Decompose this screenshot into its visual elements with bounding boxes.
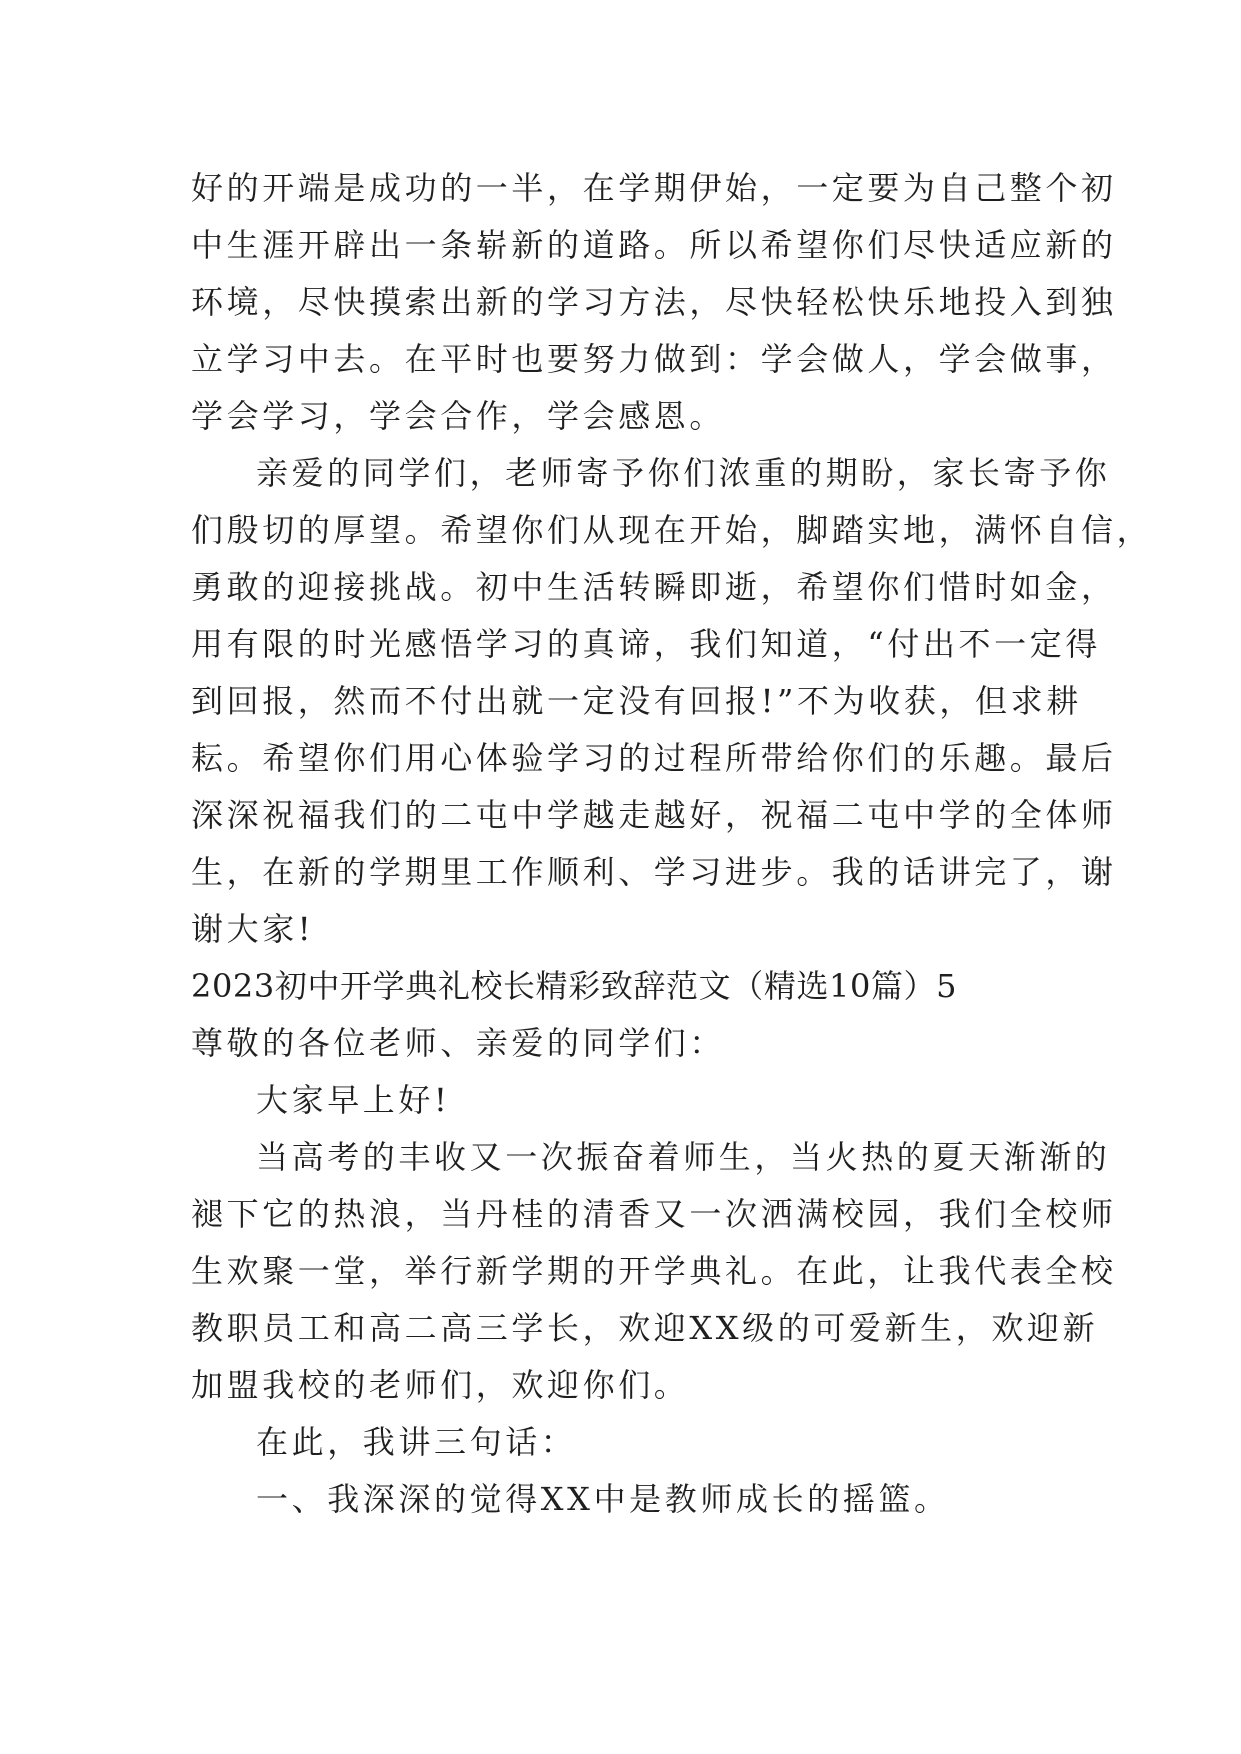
paragraph-line: 生，在新的学期里工作顺利、学习进步。我的话讲完了，谢	[191, 853, 1117, 891]
greeting: 大家早上好!	[256, 1081, 451, 1119]
paragraph-line: 在此，我讲三句话：	[256, 1423, 577, 1461]
paragraph-line: 好的开端是成功的一半，在学期伊始，一定要为自己整个初	[191, 169, 1117, 207]
paragraph-line: 用有限的时光感悟学习的真谛，我们知道，“付出不一定得	[191, 625, 1101, 663]
paragraph-line: 立学习中去。在平时也要努力做到：学会做人，学会做事，	[191, 340, 1117, 378]
paragraph-line: 到回报，然而不付出就一定没有回报!”不为收获，但求耕	[191, 682, 1082, 720]
paragraph-line: 教职员工和高二高三学长，欢迎XX级的可爱新生，欢迎新	[191, 1309, 1099, 1347]
section-heading: 2023初中开学典礼校长精彩致辞范文（精选10篇）5	[191, 967, 958, 1005]
paragraph-line: 一、我深深的觉得XX中是教师成长的摇篮。	[256, 1480, 950, 1518]
paragraph-line: 耘。希望你们用心体验学习的过程所带给你们的乐趣。最后	[191, 739, 1117, 777]
paragraph-line: 生欢聚一堂，举行新学期的开学典礼。在此，让我代表全校	[191, 1252, 1117, 1290]
salutation: 尊敬的各位老师、亲爱的同学们：	[191, 1024, 726, 1062]
paragraph-line: 当高考的丰收又一次振奋着师生，当火热的夏天渐渐的	[256, 1138, 1111, 1176]
paragraph-line: 环境，尽快摸索出新的学习方法，尽快轻松快乐地投入到独	[191, 283, 1117, 321]
paragraph-line: 勇敢的迎接挑战。初中生活转瞬即逝，希望你们惜时如金，	[191, 568, 1117, 606]
paragraph-line: 深深祝福我们的二屯中学越走越好，祝福二屯中学的全体师	[191, 796, 1117, 834]
paragraph-line: 中生涯开辟出一条崭新的道路。所以希望你们尽快适应新的	[191, 226, 1117, 264]
paragraph-line: 褪下它的热浪，当丹桂的清香又一次洒满校园，我们全校师	[191, 1195, 1117, 1233]
paragraph-line: 亲爱的同学们，老师寄予你们浓重的期盼，家长寄予你	[256, 454, 1111, 492]
paragraph-line: 加盟我校的老师们，欢迎你们。	[191, 1366, 690, 1404]
paragraph-line: 们殷切的厚望。希望你们从现在开始，脚踏实地，满怀自信，	[191, 511, 1153, 549]
paragraph-line: 学会学习，学会合作，学会感恩。	[191, 397, 726, 435]
paragraph-line: 谢大家!	[191, 910, 315, 948]
